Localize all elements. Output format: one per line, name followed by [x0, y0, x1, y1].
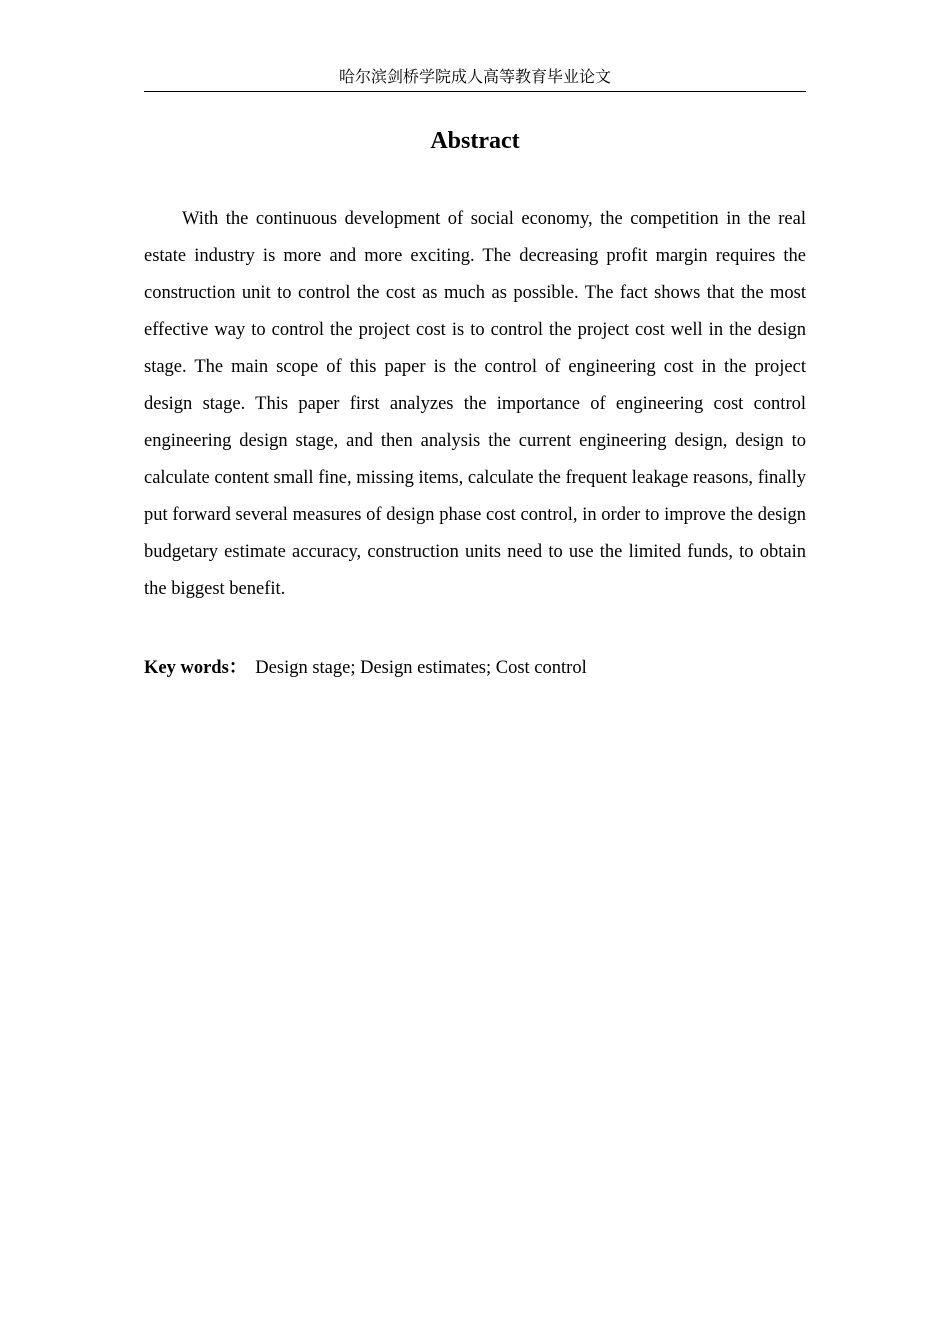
keywords-value: Design stage; Design estimates; Cost control	[255, 658, 587, 678]
abstract-body: With the continuous development of social economy, the competition in the real estate industry is more and more exciting. The decreasing profit margin requires the construction unit to control the cost as much as possible. The fact shows that the most effective way to control the project cost is to control the project cost well in the design stage. The main scope of this paper is the control of engineering cost in the project design stage. This paper first analyzes the importance of engineering cost control engineering design stage, and then analysis the current engineering design, design to calculate content small fine, missing items, calculate the frequent leakage reasons, finally put forward several measures of design phase cost control, in order to improve the design budgetary estimate accuracy, construction units need to use the limited funds, to obtain the biggest benefit.	[144, 209, 806, 599]
running-header: 哈尔滨剑桥学院成人高等教育毕业论文	[338, 67, 611, 86]
keywords-line	[144, 651, 806, 685]
keywords-label: Key words：	[144, 658, 248, 678]
abstract-title: Abstract	[430, 128, 520, 154]
header-divider	[144, 91, 806, 92]
